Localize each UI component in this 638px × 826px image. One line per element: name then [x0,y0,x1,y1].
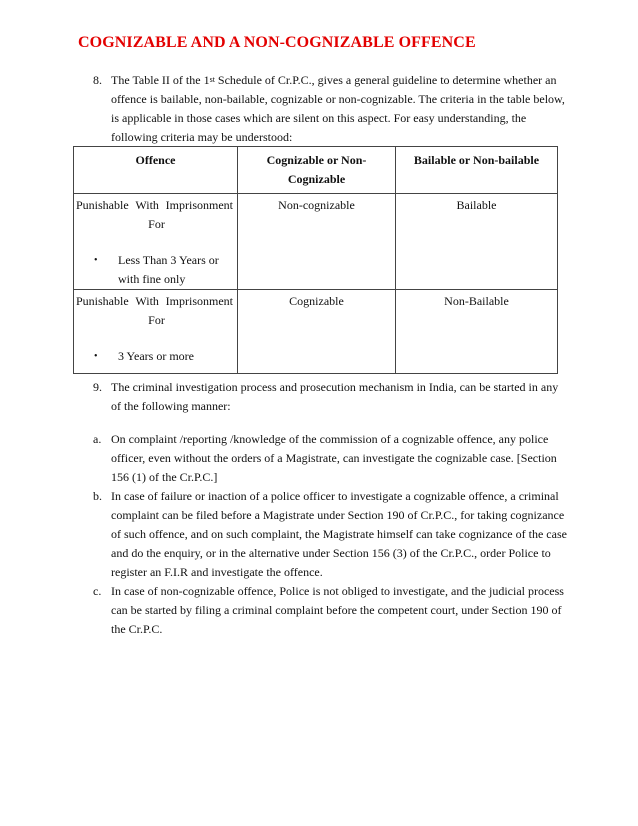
offence-word: With [135,294,159,308]
page-title: COGNIZABLE AND A NON-COGNIZABLE OFFENCE [78,34,476,51]
manner-list [93,430,571,639]
offence-condition: Less Than 3 Years or with fine only [118,253,219,286]
list-text: In case of failure or inaction of a police officer to investigate a cognizable offence, a criminal complaint can be filed before a Magistrate under Section 190 of Cr.P.C., for taking cognizance of such offence, and on such complaint, the Magistrate himself can take cognizance of the case and do the enquiry, or in the alternative under Section 156 (3) of the Cr.P.C., order Police to register an F.I.R and investigate the offence. [111,489,567,579]
paragraph-text-rest: Schedule of Cr.P.C., gives a general guideline to determine whether an offence is bailable, non-bailable, cognizable or non-cognizable. The criteria in the table below, is applicable in those cases which are silent on this aspect. For easy understanding, the following criteria may be understood: [111,73,565,144]
offence-word: With [135,198,159,212]
header-bailable: Bailable or Non-bailable [396,147,558,194]
list-label: a. [93,432,102,446]
cognizable-cell [238,290,396,374]
paragraph-number: 9. [93,380,102,394]
paragraph-8 [93,71,571,147]
list-item [93,487,571,582]
offence-word: Imprisonment [165,198,233,212]
header-cognizable-text: Cognizable or Non-Cognizable [266,153,367,186]
paragraph-text: The criminal investigation process and prosecution mechanism in India, can be started in any of the following manner: [111,380,559,413]
offence-cell [74,290,238,374]
offence-table [73,146,558,374]
bailable-value: Bailable [456,198,497,212]
offence-condition: 3 Years or more [118,349,194,363]
table-row [74,290,558,374]
list-item [93,582,571,639]
list-label: c. [93,584,102,598]
bullet-icon: • [94,255,98,266]
bailable-cell [396,194,558,290]
bailable-value: Non-Bailable [444,294,509,308]
offence-word: Punishable [76,294,129,308]
header-offence: Offence [74,147,238,194]
paragraph-9 [93,378,571,416]
offence-word: Imprisonment [165,294,233,308]
list-text: On complaint /reporting /knowledge of the commission of a cognizable offence, any police officer, even without the orders of a Magistrate, can investigate the cognizable case. [Section 156 (1) of the Cr.P.C.] [111,432,557,484]
paragraph-number: 8. [93,73,102,87]
offence-for: For [148,313,165,327]
offence-for: For [148,217,165,231]
superscript: st [209,75,215,84]
table-header-row [74,147,558,194]
cognizable-value: Cognizable [289,294,344,308]
offence-word: Punishable [76,198,129,212]
table-row [74,194,558,290]
list-text: In case of non-cognizable offence, Police is not obliged to investigate, and the judicial process can be started by filing a criminal complaint before the competent court, under Section 190 of the Cr.P.C. [111,584,564,636]
cognizable-cell [238,194,396,290]
list-item [93,430,571,487]
header-cognizable [238,147,396,194]
list-label: b. [93,489,102,503]
cognizable-value: Non-cognizable [278,198,355,212]
offence-cell [74,194,238,290]
bailable-cell [396,290,558,374]
bullet-icon: • [94,351,98,362]
paragraph-text-start: The Table II of the 1 [111,73,210,87]
